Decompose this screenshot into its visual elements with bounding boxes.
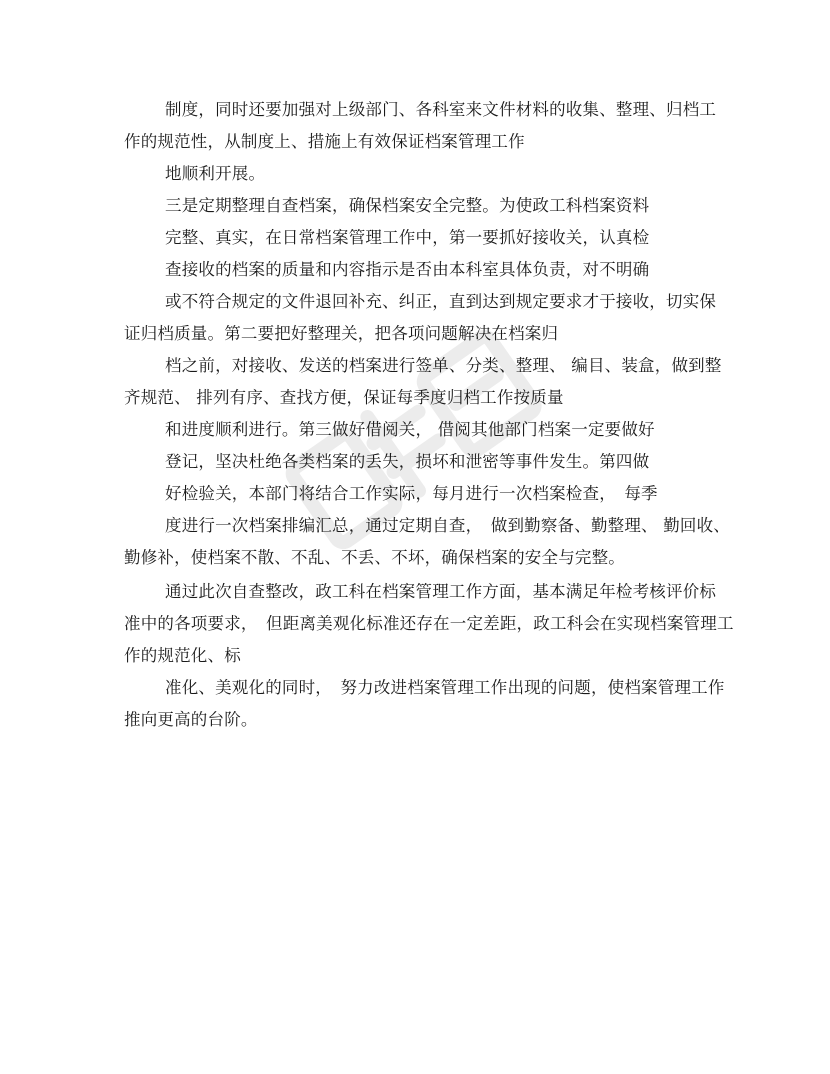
paragraph-line: 度进行一次档案排编汇总，通过定期自查， 做到勤察备、勤整理、 勤回收、: [165, 516, 730, 535]
paragraph-line: 作的规范性，从制度上、措施上有效保证档案管理工作: [124, 132, 525, 151]
paragraph-line: 三是定期整理自查档案，确保档案安全完整。为使政工科档案资料: [165, 196, 650, 215]
paragraph-line: 准化、美观化的同时， 努力改进档案管理工作出现的问题，使档案管理工作: [165, 678, 725, 697]
paragraph-line: 地顺利开展。: [165, 164, 266, 183]
paragraph-line: 和进度顺利进行。第三做好借阅关， 借阅其他部门档案一定要做好: [165, 420, 655, 439]
paragraph-line: 齐规范、 排列有序、查找方便，保证每季度归档工作按质量: [124, 388, 564, 407]
paragraph-line: 查接收的档案的质量和内容指示是否由本科室具体负责，对不明确: [165, 260, 650, 279]
paragraph-line: 好检验关，本部门将结合工作实际，每月进行一次档案检查， 每季: [165, 484, 658, 503]
paragraph-line: 或不符合规定的文件退回补充、纠正，直到达到规定要求才于接收，切实保: [165, 292, 717, 311]
paragraph-line: 推向更高的台阶。: [124, 710, 258, 729]
paragraph-line: 登记，坚决杜绝各类档案的丢失，损坏和泄密等事件发生。第四做: [165, 452, 650, 471]
paragraph-line: 档之前，对接收、发送的档案进行签单、分类、整理、 编目、装盒，做到整: [165, 356, 722, 375]
paragraph-line: 准中的各项要求， 但距离美观化标准还存在一定差距，政工科会在实现档案管理工: [124, 614, 734, 633]
paragraph-line: 作的规范化、标: [124, 646, 241, 665]
paragraph-line: 勤修补，使档案不散、不乱、不丢、不坏，确保档案的安全与完整。: [124, 548, 625, 567]
paragraph-line: 制度，同时还要加强对上级部门、各科室来文件材料的收集、整理、归档工: [165, 100, 717, 119]
paragraph-line: 通过此次自查整改，政工科在档案管理工作方面，基本满足年检考核评价标: [165, 582, 717, 601]
paragraph-line: 完整、真实，在日常档案管理工作中，第一要抓好接收关，认真检: [165, 228, 650, 247]
paragraph-line: 证归档质量。第二要把好整理关，把各项问题解决在档案归: [124, 324, 559, 343]
